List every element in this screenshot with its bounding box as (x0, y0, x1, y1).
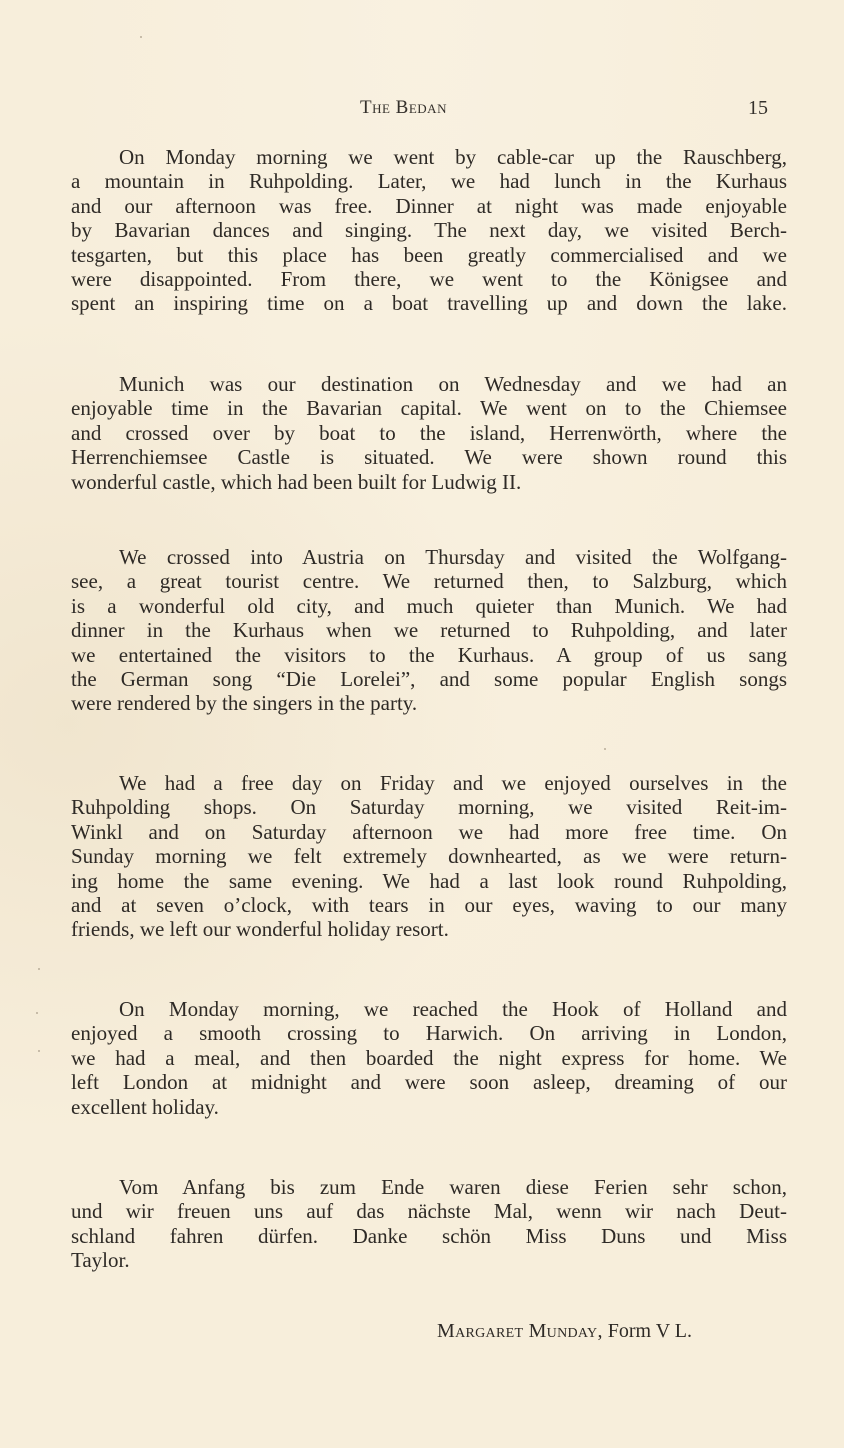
text-line: a mountain in Ruhpolding. Later, we had lunch in the Kurhaus (71, 169, 787, 194)
text-line: Taylor. (71, 1248, 130, 1273)
text-line: we had a meal, and then boarded the night express for home. We (71, 1045, 787, 1070)
text-line: spent an inspiring time on a boat travelling up and down the lake. (71, 291, 787, 316)
text-line: On Monday morning we went by cable-car up the Rauschberg, (119, 145, 787, 169)
paragraph-austria (71, 545, 787, 716)
page-number: 15 (748, 97, 768, 119)
text-line: by Bavarian dances and singing. The next day, we visited Berch- (71, 218, 787, 243)
text-line: Herrenchiemsee Castle is situated. We were shown round this (71, 445, 787, 470)
text-line: were rendered by the singers in the party. (71, 691, 418, 716)
running-header (0, 97, 844, 127)
author-signature (437, 1320, 692, 1343)
text-line: Vom Anfang bis zum Ende waren diese Ferien sehr schon, (119, 1175, 787, 1199)
text-line: friends, we left our wonderful holiday resort. (71, 917, 449, 942)
text-line: Sunday morning we felt extremely downhearted, as we were return- (71, 844, 787, 869)
author-name: Margaret Munday, (437, 1320, 603, 1342)
text-line: were disappointed. From there, we went to the Königsee and (71, 266, 787, 291)
text-line: see, a great tourist centre. We returned then, to Salzburg, which (71, 569, 787, 594)
paper-speck (38, 968, 40, 970)
text-line: and crossed over by boat to the island, Herrenwörth, where the (71, 420, 787, 445)
text-line: On Monday morning, we reached the Hook of Holland and (119, 997, 787, 1021)
text-line: and our afternoon was free. Dinner at night was made enjoyable (71, 193, 787, 218)
text-line: wonderful castle, which had been built for Ludwig II. (71, 469, 522, 494)
paper-speck (36, 1012, 38, 1014)
text-line: We crossed into Austria on Thursday and visited the Wolfgang- (119, 545, 787, 569)
text-line: is a wonderful old city, and much quieter than Munich. We had (71, 593, 787, 618)
text-line: We had a free day on Friday and we enjoyed ourselves in the (119, 771, 787, 795)
text-line: enjoyable time in the Bavarian capital. We went on to the Chiemsee (71, 396, 787, 421)
text-line: schland fahren dürfen. Danke schön Miss Duns und Miss (71, 1223, 787, 1248)
text-line: tesgarten, but this place has been greatly commercialised and we (71, 242, 787, 267)
text-line: left London at midnight and were soon asleep, dreaming of our (71, 1070, 787, 1095)
paper-speck (604, 748, 606, 750)
text-line: Winkl and on Saturday afternoon we had more free time. On (71, 819, 787, 844)
paragraph-friday (71, 771, 787, 942)
text-line: enjoyed a smooth crossing to Harwich. On arriving in London, (71, 1021, 787, 1046)
paragraph-munich (71, 372, 787, 494)
text-line: und wir freuen uns auf das nächste Mal, wenn wir nach Deut- (71, 1199, 787, 1224)
text-line: and at seven o’clock, with tears in our eyes, waving to our many (71, 892, 787, 917)
paper-speck (38, 1050, 40, 1052)
text-line: the German song “Die Lorelei”, and some popular English songs (71, 666, 787, 691)
text-line: Munich was our destination on Wednesday and we had an (119, 372, 787, 396)
paper-speck (140, 36, 142, 38)
author-form: Form V L. (607, 1320, 693, 1342)
paragraph-german-thanks (71, 1175, 787, 1273)
text-line: excellent holiday. (71, 1094, 219, 1119)
text-line: ing home the same evening. We had a last look round Ruhpolding, (71, 868, 787, 893)
running-title: The Bedan (360, 97, 447, 118)
text-line: dinner in the Kurhaus when we returned to Ruhpolding, and later (71, 618, 787, 643)
paragraph-return (71, 997, 787, 1119)
paragraph-cable-car (71, 145, 787, 316)
text-line: we entertained the visitors to the Kurhaus. A group of us sang (71, 642, 787, 667)
text-line: Ruhpolding shops. On Saturday morning, we visited Reit-im- (71, 795, 787, 820)
